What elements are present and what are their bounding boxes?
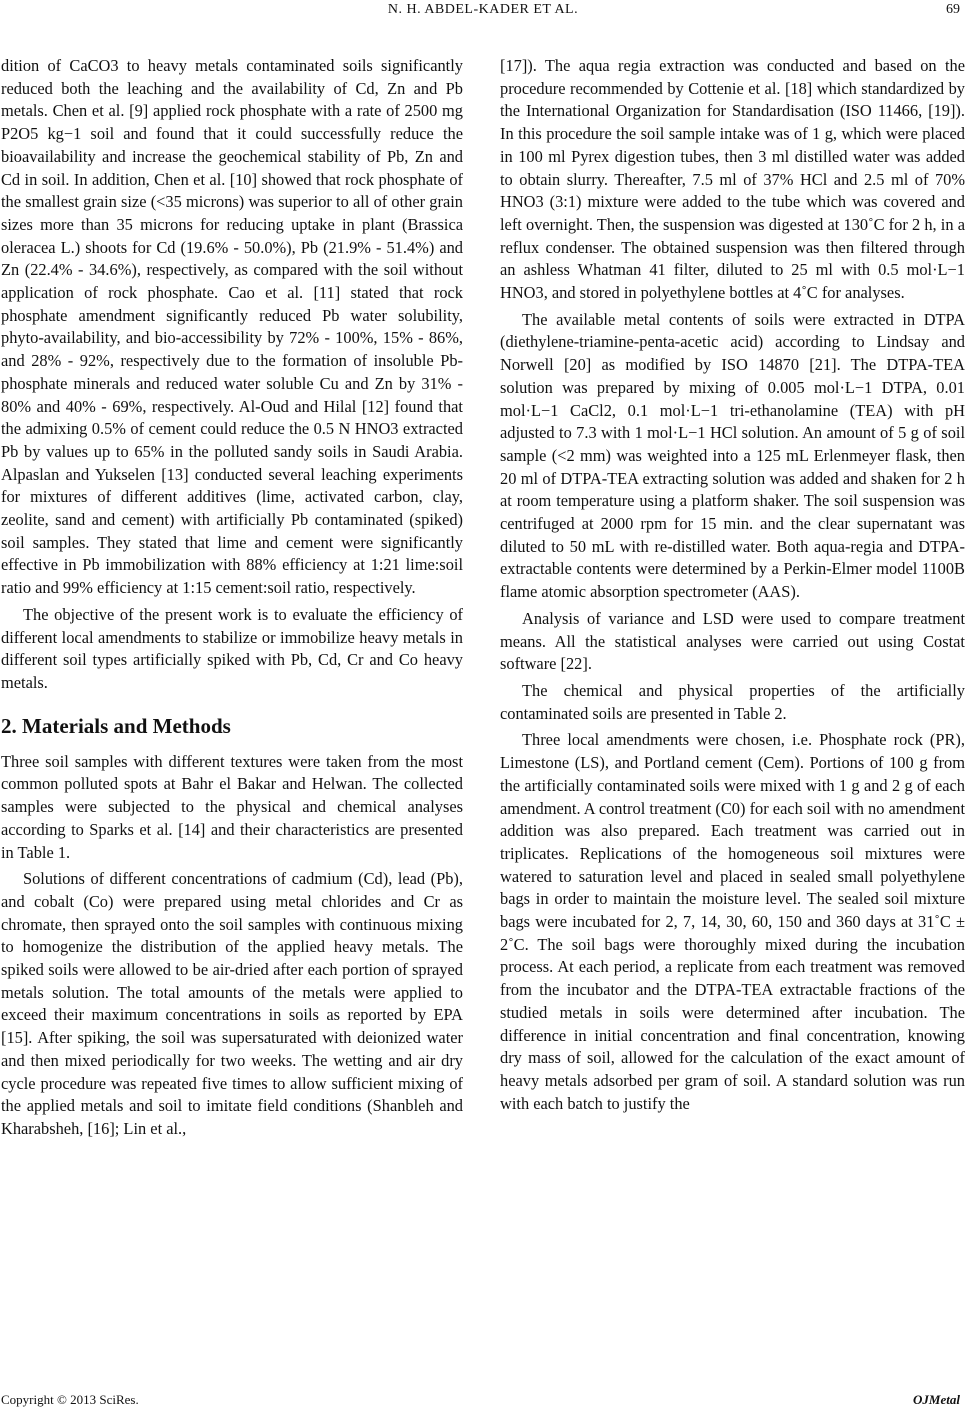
- right-paragraph-properties: The chemical and physical properties of the artificially contaminated soils are presented in Table 2.: [500, 680, 965, 723]
- right-paragraph-aqua-regia: [17]). The aqua regia extraction was conducted and based on the procedure recommended by Cottenie et al. [18] which standardized by the International Organization for Standardisation (ISO 11466, [19]). In this procedure the soil sample intake was of 1 g, which were placed in 100 ml Pyrex digestion tubes, then 3 ml distilled water was added to obtain slurry. Thereafter, 7.5 ml of 37% HCl and 2.5 ml of 70% HNO3 (3:1) mixture were added to the tube which was covered and left overnight. Then, the suspension was digested at 130˚C for 2 h, in a reflux condenser. The obtained suspension was then filtered through an ashless Whatman 41 filter, diluted to 25 ml with 0.5 mol·L−1 HNO3, and stored in polyethylene bottles at 4˚C for analyses.: [500, 56, 965, 303]
- running-title: N. H. ABDEL-KADER ET AL.: [387, 2, 579, 17]
- left-paragraph-solutions: Solutions of different concentrations of cadmium (Cd), lead (Pb), and cobalt (Co) were prepared using metal chlorides and Cr as chromate, then sprayed onto the soil samples with continuous mixing to homogenize the distribution of the applied heavy metals. The spiked soils were allowed to be air-dried after each portion of sprayed metals solution. The total amounts of the metals were applied to exceed their maximum concentrations in soils as reported by EPA [15]. After spiking, the soil was supersaturated with deionized water and then mixed periodically for two weeks. The wetting and air dry cycle procedure was repeated five times to allow sufficient mixing of the applied metals and soil to imitate field conditions (Shanbleh and Kharabsheh, [16]; Lin et al.,: [1, 869, 463, 1138]
- left-column: [1, 55, 463, 1141]
- left-paragraph-objective: The objective of the present work is to evaluate the efficiency of different local amendments to stabilize or immobilize heavy metals in different soil types artificially spiked with Pb, Cd, Cr and Co heavy metals.: [1, 604, 463, 692]
- right-column: [500, 55, 965, 1115]
- running-header: [0, 2, 966, 24]
- right-paragraph-dtpa: The available metal contents of soils were extracted in DTPA (diethylene-triamine-penta-acetic acid) according to Lindsay and Norwell [20] as modified by ISO 14870 [21]. The DTPA-TEA solution was prepared by mixing of 0.005 mol·L−1 DTPA, 0.01 mol·L−1 CaCl2, 0.1 mol·L−1 tri-ethanolamine (TEA) with pH adjusted to 7.3 with 1 mol·L−1 HCl solution. An amount of 5 g of soil sample (<2 mm) was weighted into a 125 mL Erlenmeyer flask, then 20 ml of DTPA-TEA extracting solution was added and shaken for 2 h at room temperature using a platform shaker. The soil suspension was centrifuged at 2000 rpm for 15 min. and the clear supernatant was diluted to 50 mL with re-distilled water. Both aqua-regia and DTPA-extractable contents were determined by a Perkin-Elmer model 1100B flame atomic absorption spectrometer (AAS).: [500, 309, 965, 602]
- right-paragraph-statistics: Analysis of variance and LSD were used to compare treatment means. All the statistical analyses were carried out using Costat software [22].: [500, 608, 965, 674]
- section-heading-materials-methods: 2. Materials and Methods: [1, 713, 231, 738]
- journal-name: OJMetal: [913, 1392, 960, 1407]
- page-number: 69: [946, 2, 960, 17]
- left-paragraph-soil-samples: Three soil samples with different textures were taken from the most common polluted spots at Bahr el Bakar and Helwan. The collected samples were subjected to the physical and chemical analyses according to Sparks et al. [14] and their characteristics are presented in Table 1.: [1, 751, 463, 862]
- copyright-notice: Copyright © 2013 SciRes.: [1, 1392, 139, 1407]
- right-paragraph-amendments: Three local amendments were chosen, i.e. Phosphate rock (PR), Limestone (LS), and Portland cement (Cem). Portions of 100 g from the artificially contaminated soils were mixed with 1 g and 2 g of each amendment. A control treatment (C0) for each soil with no amendment addition was also prepared. Each treatment was carried out in triplicates. Replications of the homogeneous soil mixtures were watered to saturation level and placed in sealed small polyethylene bags in order to maintain the moisture level. The sealed soil mixture bags were incubated for 2, 7, 14, 30, 60, 150 and 360 days at 31˚C ± 2˚C. The soil bags were thoroughly mixed during the incubation process. At each period, a replicate from each treatment was removed from the incubator and the DTPA-TEA extractable fractions of the studied metals in soils were determined after incubation. The difference in initial concentration and final concentration, knowing dry mass of soil, allowed for the calculation of the exact amount of heavy metals adsorbed per gram of soil. A standard solution was run with each batch to justify the: [500, 730, 965, 1113]
- left-paragraph-1: dition of CaCO3 to heavy metals contaminated soils significantly reduced both the leaching and the availability of Cd, Zn and Pb metals. Chen et al. [9] applied rock phosphate with a rate of 2500 mg P2O5 kg−1 soil and found that it could successfully reduce the bioavailability and increase the geochemical stability of Pb, Zn and Cd in soil. In addition, Chen et al. [10] showed that rock phosphate of the smallest grain size (<35 microns) was superior to all of other grain sizes more than 35 microns for reducing uptake in plant (Brassica oleracea L.) shoots for Cd (19.6% - 50.0%), Pb (21.9% - 51.4%) and Zn (22.4% - 34.6%), respectively, as compared with the soil without application of rock phosphate. Cao et al. [11] stated that rock phosphate amendment significantly reduced Pb water solubility, phyto-availability, and bio-accessibility by 72% - 100%, 15% - 86%, and 28% - 92%, respectively due to the formation of insoluble Pb-phosphate minerals and reduced water soluble Cu and Zn by 31% - 80% and 40% - 69%, respectively. Al-Oud and Hilal [12] found that the admixing 0.5% of cement could reduce the 0.5 N HNO3 extracted Pb by values up to 65% in the polluted sandy soils in Saudi Arabia. Alpaslan and Yukselen [13] conducted several leaching experiments for mixtures of different additives (lime, activated carbon, clay, zeolite, sand and cement) with artificially Pb contaminated (spiked) soil samples. They stated that lime and cement were significantly effective in Pb immobilization with 88% efficiency at 1:21 lime:soil ratio and 99% efficiency at 1:15 cement:soil ratio, respectively.: [1, 56, 463, 598]
